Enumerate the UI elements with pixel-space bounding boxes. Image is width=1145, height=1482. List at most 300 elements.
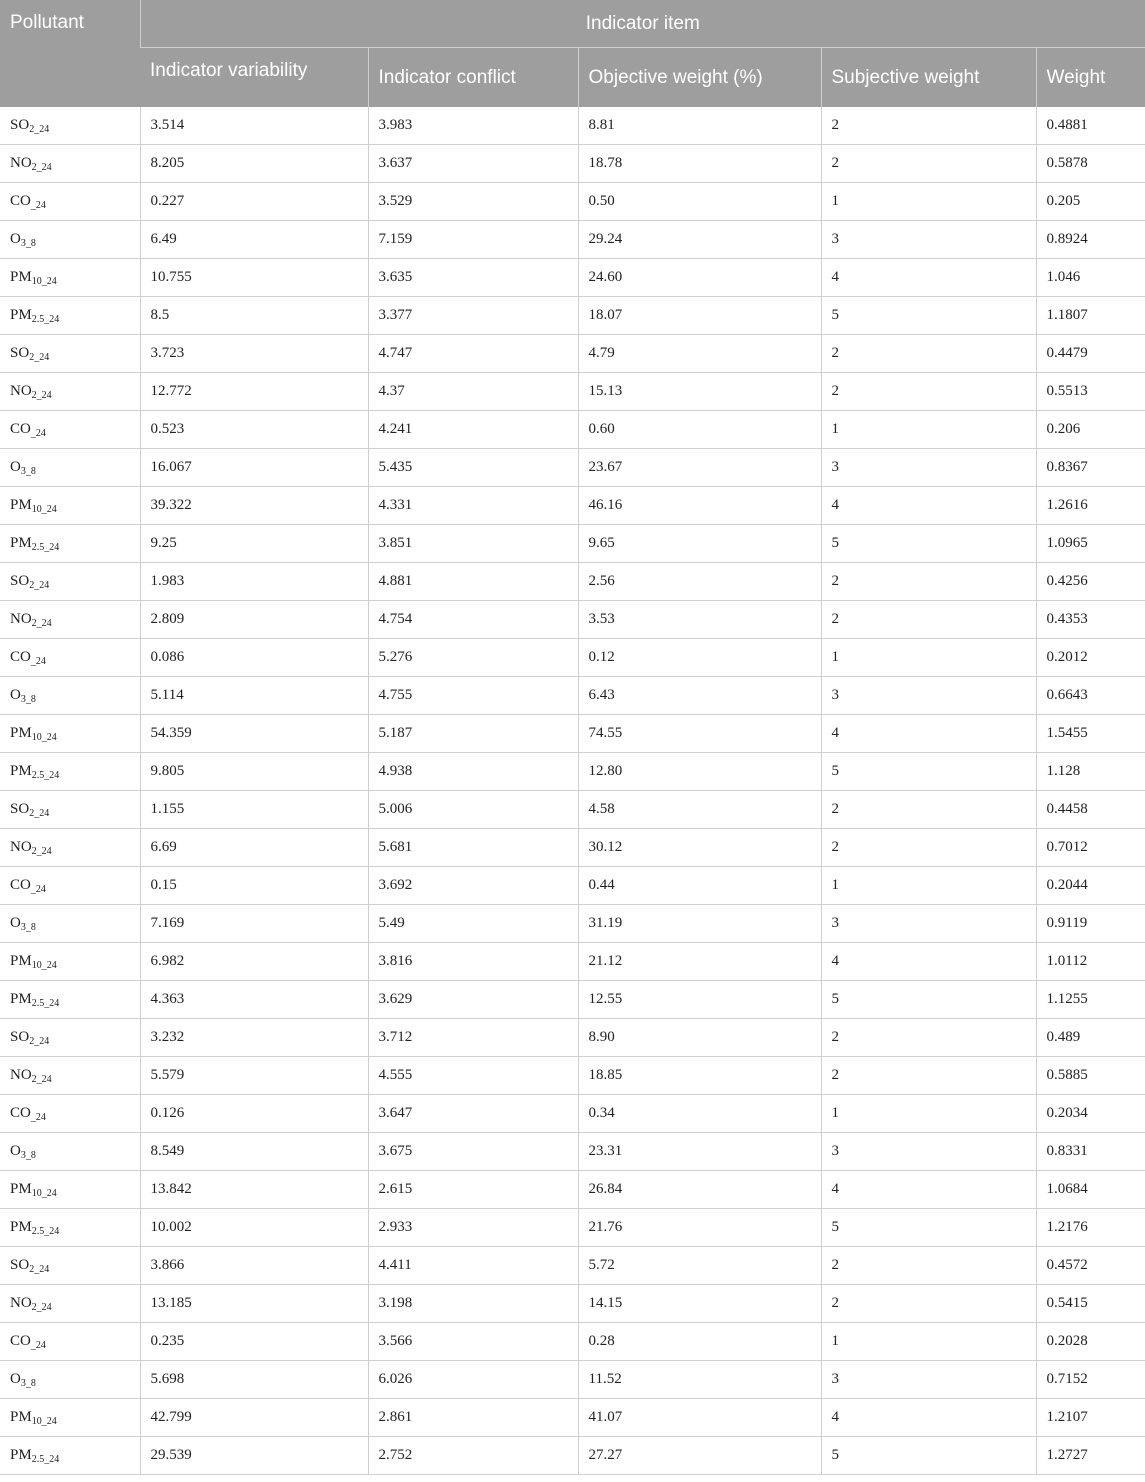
table-row xyxy=(0,1247,1145,1285)
indicator-conflict-cell: 5.681 xyxy=(368,829,578,867)
objective-weight-cell: 0.28 xyxy=(578,1323,821,1361)
table-row xyxy=(0,335,1145,373)
indicator-conflict-cell: 2.933 xyxy=(368,1209,578,1247)
weight-cell: 1.2727 xyxy=(1036,1437,1145,1475)
subjective-weight-cell: 2 xyxy=(821,1057,1036,1095)
objective-weight-cell: 23.67 xyxy=(578,449,821,487)
weight-cell: 1.2616 xyxy=(1036,487,1145,525)
subjective-weight-cell: 2 xyxy=(821,1285,1036,1323)
subjective-weight-cell: 4 xyxy=(821,943,1036,981)
weight-cell: 0.4572 xyxy=(1036,1247,1145,1285)
pollutant-subscript: 10_24 xyxy=(31,959,57,971)
weight-cell: 0.7152 xyxy=(1036,1361,1145,1399)
table-row xyxy=(0,677,1145,715)
indicator-conflict-cell: 2.752 xyxy=(368,1437,578,1475)
subjective-weight-cell: 5 xyxy=(821,981,1036,1019)
pollutant-cell xyxy=(0,1095,140,1133)
pollutant-cell xyxy=(0,487,140,525)
objective-weight-cell: 4.79 xyxy=(578,335,821,373)
table-row xyxy=(0,449,1145,487)
pollutant-subscript: 2.5_24 xyxy=(31,1453,60,1465)
pollutant-subscript: _24 xyxy=(30,427,46,439)
pollutant-subscript: 2_24 xyxy=(29,1035,50,1047)
table-row xyxy=(0,183,1145,221)
pollutant-subscript: 2_24 xyxy=(31,1301,52,1313)
table-row xyxy=(0,1057,1145,1095)
subjective-weight-cell: 2 xyxy=(821,1019,1036,1057)
objective-weight-cell: 8.90 xyxy=(578,1019,821,1057)
pollutant-base: CO xyxy=(10,648,31,665)
subjective-weight-cell: 1 xyxy=(821,1095,1036,1133)
indicator-variability-cell: 54.359 xyxy=(140,715,368,753)
indicator-conflict-cell: 2.615 xyxy=(368,1171,578,1209)
objective-weight-cell: 26.84 xyxy=(578,1171,821,1209)
subjective-weight-cell: 5 xyxy=(821,1437,1036,1475)
pollutant-base: SO xyxy=(10,1256,30,1273)
objective-weight-cell: 21.76 xyxy=(578,1209,821,1247)
indicator-variability-cell: 3.514 xyxy=(140,107,368,145)
pollutant-base: SO xyxy=(10,800,30,817)
subjective-weight-cell: 3 xyxy=(821,905,1036,943)
pollutant-base: PM xyxy=(10,1218,32,1235)
subjective-weight-cell: 2 xyxy=(821,107,1036,145)
pollutant-cell xyxy=(0,411,140,449)
objective-weight-cell: 31.19 xyxy=(578,905,821,943)
pollutant-base: O xyxy=(10,230,21,247)
indicator-variability-cell: 8.549 xyxy=(140,1133,368,1171)
objective-weight-cell: 21.12 xyxy=(578,943,821,981)
table-row xyxy=(0,791,1145,829)
pollutant-base: SO xyxy=(10,344,30,361)
table-row xyxy=(0,981,1145,1019)
indicator-conflict-cell: 3.637 xyxy=(368,145,578,183)
indicator-variability-cell: 16.067 xyxy=(140,449,368,487)
pollutant-base: CO xyxy=(10,1104,31,1121)
pollutant-cell xyxy=(0,829,140,867)
indicator-conflict-cell: 4.747 xyxy=(368,335,578,373)
subjective-weight-cell: 2 xyxy=(821,335,1036,373)
objective-weight-cell: 46.16 xyxy=(578,487,821,525)
subjective-weight-cell: 4 xyxy=(821,715,1036,753)
indicator-variability-cell: 39.322 xyxy=(140,487,368,525)
pollutant-base: SO xyxy=(10,1028,30,1045)
table-row xyxy=(0,943,1145,981)
pollutant-base: PM xyxy=(10,724,32,741)
table-row xyxy=(0,829,1145,867)
weight-cell: 0.4479 xyxy=(1036,335,1145,373)
subjective-weight-cell: 4 xyxy=(821,1171,1036,1209)
indicator-variability-cell: 7.169 xyxy=(140,905,368,943)
subjective-weight-cell: 1 xyxy=(821,1323,1036,1361)
pollutant-cell xyxy=(0,1247,140,1285)
pollutant-cell xyxy=(0,677,140,715)
pollutant-subscript: 2_24 xyxy=(29,123,50,135)
pollutant-base: SO xyxy=(10,116,30,133)
pollutant-cell xyxy=(0,943,140,981)
indicator-variability-cell: 10.002 xyxy=(140,1209,368,1247)
header-indicator-conflict: Indicator conflict xyxy=(368,48,578,108)
pollutant-base: NO xyxy=(10,382,32,399)
weight-cell: 1.128 xyxy=(1036,753,1145,791)
table-row xyxy=(0,715,1145,753)
indicator-variability-cell: 0.227 xyxy=(140,183,368,221)
pollutant-subscript: 3_8 xyxy=(20,1377,36,1389)
objective-weight-cell: 4.58 xyxy=(578,791,821,829)
pollutant-cell xyxy=(0,867,140,905)
subjective-weight-cell: 3 xyxy=(821,1133,1036,1171)
table-row xyxy=(0,563,1145,601)
weight-cell: 1.046 xyxy=(1036,259,1145,297)
weight-cell: 0.206 xyxy=(1036,411,1145,449)
header-indicator-item: Indicator item xyxy=(140,0,1145,48)
weight-cell: 0.4353 xyxy=(1036,601,1145,639)
table-row xyxy=(0,1437,1145,1475)
table-row xyxy=(0,221,1145,259)
pollutant-base: PM xyxy=(10,306,32,323)
weight-cell: 0.2028 xyxy=(1036,1323,1145,1361)
pollutant-subscript: 2.5_24 xyxy=(31,313,60,325)
pollutant-base: PM xyxy=(10,762,32,779)
indicator-conflict-cell: 3.529 xyxy=(368,183,578,221)
indicator-variability-cell: 0.086 xyxy=(140,639,368,677)
weight-cell: 1.1255 xyxy=(1036,981,1145,1019)
indicator-variability-cell: 8.5 xyxy=(140,297,368,335)
objective-weight-cell: 41.07 xyxy=(578,1399,821,1437)
indicator-variability-cell: 1.155 xyxy=(140,791,368,829)
subjective-weight-cell: 4 xyxy=(821,487,1036,525)
pollutant-base: O xyxy=(10,914,21,931)
indicator-variability-cell: 9.25 xyxy=(140,525,368,563)
subjective-weight-cell: 5 xyxy=(821,525,1036,563)
indicator-variability-cell: 6.982 xyxy=(140,943,368,981)
weight-cell: 1.0965 xyxy=(1036,525,1145,563)
pollutant-cell xyxy=(0,1057,140,1095)
weight-cell: 0.5415 xyxy=(1036,1285,1145,1323)
indicator-conflict-cell: 3.712 xyxy=(368,1019,578,1057)
pollutant-subscript: 2.5_24 xyxy=(31,997,60,1009)
pollutant-base: NO xyxy=(10,154,32,171)
objective-weight-cell: 5.72 xyxy=(578,1247,821,1285)
table-row xyxy=(0,1019,1145,1057)
weight-cell: 0.5885 xyxy=(1036,1057,1145,1095)
pollutant-subscript: 2_24 xyxy=(31,845,52,857)
indicator-variability-cell: 6.49 xyxy=(140,221,368,259)
subjective-weight-cell: 2 xyxy=(821,373,1036,411)
indicator-conflict-cell: 4.881 xyxy=(368,563,578,601)
pollutant-base: SO xyxy=(10,572,30,589)
pollutant-base: NO xyxy=(10,1294,32,1311)
weight-cell: 0.4458 xyxy=(1036,791,1145,829)
indicator-conflict-cell: 4.555 xyxy=(368,1057,578,1095)
indicator-variability-cell: 5.114 xyxy=(140,677,368,715)
pollutant-cell xyxy=(0,1171,140,1209)
subjective-weight-cell: 4 xyxy=(821,1399,1036,1437)
table-row xyxy=(0,1285,1145,1323)
subjective-weight-cell: 2 xyxy=(821,601,1036,639)
subjective-weight-cell: 2 xyxy=(821,791,1036,829)
weight-cell: 0.7012 xyxy=(1036,829,1145,867)
pollutant-base: CO xyxy=(10,876,31,893)
table-row xyxy=(0,639,1145,677)
table-row xyxy=(0,1361,1145,1399)
weight-cell: 0.2012 xyxy=(1036,639,1145,677)
table-body xyxy=(0,107,1145,1475)
table-row xyxy=(0,905,1145,943)
weight-cell: 0.4881 xyxy=(1036,107,1145,145)
header-weight: Weight xyxy=(1036,48,1145,108)
weight-cell: 1.1807 xyxy=(1036,297,1145,335)
pollutant-base: NO xyxy=(10,610,32,627)
weight-cell: 0.5878 xyxy=(1036,145,1145,183)
pollutant-subscript: 3_8 xyxy=(20,1149,36,1161)
pollutant-subscript: 3_8 xyxy=(20,465,36,477)
objective-weight-cell: 3.53 xyxy=(578,601,821,639)
table-row xyxy=(0,525,1145,563)
pollutant-base: CO xyxy=(10,420,31,437)
pollutant-subscript: 2_24 xyxy=(31,1073,52,1085)
weight-cell: 1.2176 xyxy=(1036,1209,1145,1247)
indicator-variability-cell: 1.983 xyxy=(140,563,368,601)
table-row xyxy=(0,601,1145,639)
pollutant-subscript: 10_24 xyxy=(31,731,57,743)
pollutant-subscript: 3_8 xyxy=(20,237,36,249)
subjective-weight-cell: 3 xyxy=(821,449,1036,487)
indicator-variability-cell: 4.363 xyxy=(140,981,368,1019)
subjective-weight-cell: 2 xyxy=(821,1247,1036,1285)
pollutant-cell xyxy=(0,791,140,829)
header-objective-weight: Objective weight (%) xyxy=(578,48,821,108)
pollutant-subscript: 3_8 xyxy=(20,921,36,933)
pollutant-subscript: 2_24 xyxy=(29,807,50,819)
objective-weight-cell: 0.12 xyxy=(578,639,821,677)
weight-cell: 1.5455 xyxy=(1036,715,1145,753)
pollutant-base: PM xyxy=(10,952,32,969)
table-row xyxy=(0,373,1145,411)
weight-cell: 1.2107 xyxy=(1036,1399,1145,1437)
indicator-variability-cell: 6.69 xyxy=(140,829,368,867)
pollutant-base: CO xyxy=(10,192,31,209)
objective-weight-cell: 30.12 xyxy=(578,829,821,867)
header-subjective-weight: Subjective weight xyxy=(821,48,1036,108)
pollutant-subscript: 2.5_24 xyxy=(31,541,60,553)
objective-weight-cell: 27.27 xyxy=(578,1437,821,1475)
pollutant-cell xyxy=(0,715,140,753)
indicator-variability-cell: 12.772 xyxy=(140,373,368,411)
pollutant-subscript: _24 xyxy=(30,1339,46,1351)
pollutant-base: CO xyxy=(10,1332,31,1349)
pollutant-cell xyxy=(0,335,140,373)
indicator-variability-cell: 3.866 xyxy=(140,1247,368,1285)
indicator-variability-cell: 42.799 xyxy=(140,1399,368,1437)
pollutant-cell xyxy=(0,1399,140,1437)
indicator-conflict-cell: 5.435 xyxy=(368,449,578,487)
table-row xyxy=(0,867,1145,905)
pollutant-base: PM xyxy=(10,1180,32,1197)
weight-cell: 0.489 xyxy=(1036,1019,1145,1057)
pollutant-base: O xyxy=(10,458,21,475)
indicator-variability-cell: 13.185 xyxy=(140,1285,368,1323)
indicator-variability-cell: 10.755 xyxy=(140,259,368,297)
objective-weight-cell: 74.55 xyxy=(578,715,821,753)
subjective-weight-cell: 2 xyxy=(821,563,1036,601)
pollutant-subscript: 10_24 xyxy=(31,503,57,515)
objective-weight-cell: 12.80 xyxy=(578,753,821,791)
indicator-conflict-cell: 3.566 xyxy=(368,1323,578,1361)
indicator-conflict-cell: 4.241 xyxy=(368,411,578,449)
pollutant-cell xyxy=(0,1323,140,1361)
pollutant-base: PM xyxy=(10,990,32,1007)
objective-weight-cell: 8.81 xyxy=(578,107,821,145)
indicator-variability-cell: 13.842 xyxy=(140,1171,368,1209)
objective-weight-cell: 12.55 xyxy=(578,981,821,1019)
subjective-weight-cell: 4 xyxy=(821,259,1036,297)
weight-cell: 0.5513 xyxy=(1036,373,1145,411)
pollutant-subscript: 10_24 xyxy=(31,275,57,287)
indicator-variability-cell: 2.809 xyxy=(140,601,368,639)
indicator-conflict-cell: 3.983 xyxy=(368,107,578,145)
indicator-conflict-cell: 5.006 xyxy=(368,791,578,829)
indicator-conflict-cell: 4.754 xyxy=(368,601,578,639)
weight-cell: 0.4256 xyxy=(1036,563,1145,601)
subjective-weight-cell: 3 xyxy=(821,1361,1036,1399)
pollutant-subscript: 2_24 xyxy=(29,351,50,363)
pollutant-subscript: 2_24 xyxy=(31,161,52,173)
pollutant-cell xyxy=(0,297,140,335)
table-row xyxy=(0,1209,1145,1247)
objective-weight-cell: 18.78 xyxy=(578,145,821,183)
indicator-conflict-cell: 3.692 xyxy=(368,867,578,905)
pollutant-subscript: 2_24 xyxy=(29,1263,50,1275)
objective-weight-cell: 2.56 xyxy=(578,563,821,601)
weight-cell: 0.9119 xyxy=(1036,905,1145,943)
pollutant-subscript: _24 xyxy=(30,199,46,211)
objective-weight-cell: 14.15 xyxy=(578,1285,821,1323)
pollutant-base: PM xyxy=(10,268,32,285)
pollutant-subscript: 2_24 xyxy=(31,389,52,401)
pollutant-subscript: 10_24 xyxy=(31,1187,57,1199)
weight-cell: 0.2044 xyxy=(1036,867,1145,905)
table-row xyxy=(0,1095,1145,1133)
table-row xyxy=(0,107,1145,145)
pollutant-cell xyxy=(0,1285,140,1323)
header-indicator-variability: Indicator variability xyxy=(140,48,368,108)
objective-weight-cell: 9.65 xyxy=(578,525,821,563)
pollutant-cell xyxy=(0,1133,140,1171)
pollutant-subscript: 2.5_24 xyxy=(31,769,60,781)
indicator-variability-cell: 0.235 xyxy=(140,1323,368,1361)
weight-cell: 0.8367 xyxy=(1036,449,1145,487)
objective-weight-cell: 29.24 xyxy=(578,221,821,259)
objective-weight-cell: 0.34 xyxy=(578,1095,821,1133)
header-pollutant: Pollutant xyxy=(0,0,140,107)
pollutant-cell xyxy=(0,639,140,677)
indicator-conflict-cell: 4.411 xyxy=(368,1247,578,1285)
indicator-conflict-cell: 3.851 xyxy=(368,525,578,563)
indicator-variability-cell: 5.579 xyxy=(140,1057,368,1095)
pollutant-subscript: _24 xyxy=(30,1111,46,1123)
subjective-weight-cell: 2 xyxy=(821,829,1036,867)
pollutant-cell xyxy=(0,905,140,943)
indicator-variability-cell: 29.539 xyxy=(140,1437,368,1475)
pollutant-subscript: 2_24 xyxy=(31,617,52,629)
indicator-variability-cell: 8.205 xyxy=(140,145,368,183)
pollutant-cell xyxy=(0,183,140,221)
pollutant-cell xyxy=(0,1437,140,1475)
pollutant-cell xyxy=(0,753,140,791)
pollutant-cell xyxy=(0,1361,140,1399)
table-row xyxy=(0,297,1145,335)
indicator-conflict-cell: 5.49 xyxy=(368,905,578,943)
pollutant-cell xyxy=(0,525,140,563)
pollutant-subscript: 2.5_24 xyxy=(31,1225,60,1237)
pollutant-base: NO xyxy=(10,1066,32,1083)
pollutant-base: PM xyxy=(10,1446,32,1463)
subjective-weight-cell: 3 xyxy=(821,221,1036,259)
weight-cell: 0.6643 xyxy=(1036,677,1145,715)
pollutant-base: O xyxy=(10,1142,21,1159)
pollutant-cell xyxy=(0,449,140,487)
subjective-weight-cell: 5 xyxy=(821,297,1036,335)
weight-cell: 0.8331 xyxy=(1036,1133,1145,1171)
subjective-weight-cell: 1 xyxy=(821,867,1036,905)
pollutant-cell xyxy=(0,601,140,639)
indicator-conflict-cell: 4.37 xyxy=(368,373,578,411)
objective-weight-cell: 23.31 xyxy=(578,1133,821,1171)
indicator-variability-cell: 5.698 xyxy=(140,1361,368,1399)
indicator-conflict-cell: 3.377 xyxy=(368,297,578,335)
pollutant-cell xyxy=(0,981,140,1019)
weight-cell: 1.0684 xyxy=(1036,1171,1145,1209)
pollutant-cell xyxy=(0,1019,140,1057)
objective-weight-cell: 0.50 xyxy=(578,183,821,221)
table-row xyxy=(0,1133,1145,1171)
indicator-variability-cell: 9.805 xyxy=(140,753,368,791)
weight-cell: 1.0112 xyxy=(1036,943,1145,981)
pollutant-cell xyxy=(0,373,140,411)
indicator-variability-cell: 0.523 xyxy=(140,411,368,449)
subjective-weight-cell: 3 xyxy=(821,677,1036,715)
indicator-conflict-cell: 5.276 xyxy=(368,639,578,677)
weight-cell: 0.8924 xyxy=(1036,221,1145,259)
indicator-conflict-cell: 3.198 xyxy=(368,1285,578,1323)
pollutant-subscript: 3_8 xyxy=(20,693,36,705)
table-row xyxy=(0,259,1145,297)
table-row xyxy=(0,753,1145,791)
pollutant-cell xyxy=(0,221,140,259)
table-row xyxy=(0,1171,1145,1209)
pollutant-subscript: 10_24 xyxy=(31,1415,57,1427)
indicator-conflict-cell: 3.629 xyxy=(368,981,578,1019)
indicator-conflict-cell: 3.647 xyxy=(368,1095,578,1133)
subjective-weight-cell: 5 xyxy=(821,1209,1036,1247)
subjective-weight-cell: 1 xyxy=(821,411,1036,449)
subjective-weight-cell: 1 xyxy=(821,183,1036,221)
pollutant-subscript: _24 xyxy=(30,883,46,895)
pollutant-base: PM xyxy=(10,496,32,513)
objective-weight-cell: 15.13 xyxy=(578,373,821,411)
weight-cell: 0.205 xyxy=(1036,183,1145,221)
indicator-conflict-cell: 2.861 xyxy=(368,1399,578,1437)
pollutant-base: O xyxy=(10,686,21,703)
subjective-weight-cell: 5 xyxy=(821,753,1036,791)
table-row xyxy=(0,145,1145,183)
pollutant-cell xyxy=(0,1209,140,1247)
objective-weight-cell: 0.60 xyxy=(578,411,821,449)
indicator-conflict-cell: 4.938 xyxy=(368,753,578,791)
weight-cell: 0.2034 xyxy=(1036,1095,1145,1133)
table-row xyxy=(0,1399,1145,1437)
indicator-conflict-cell: 6.026 xyxy=(368,1361,578,1399)
